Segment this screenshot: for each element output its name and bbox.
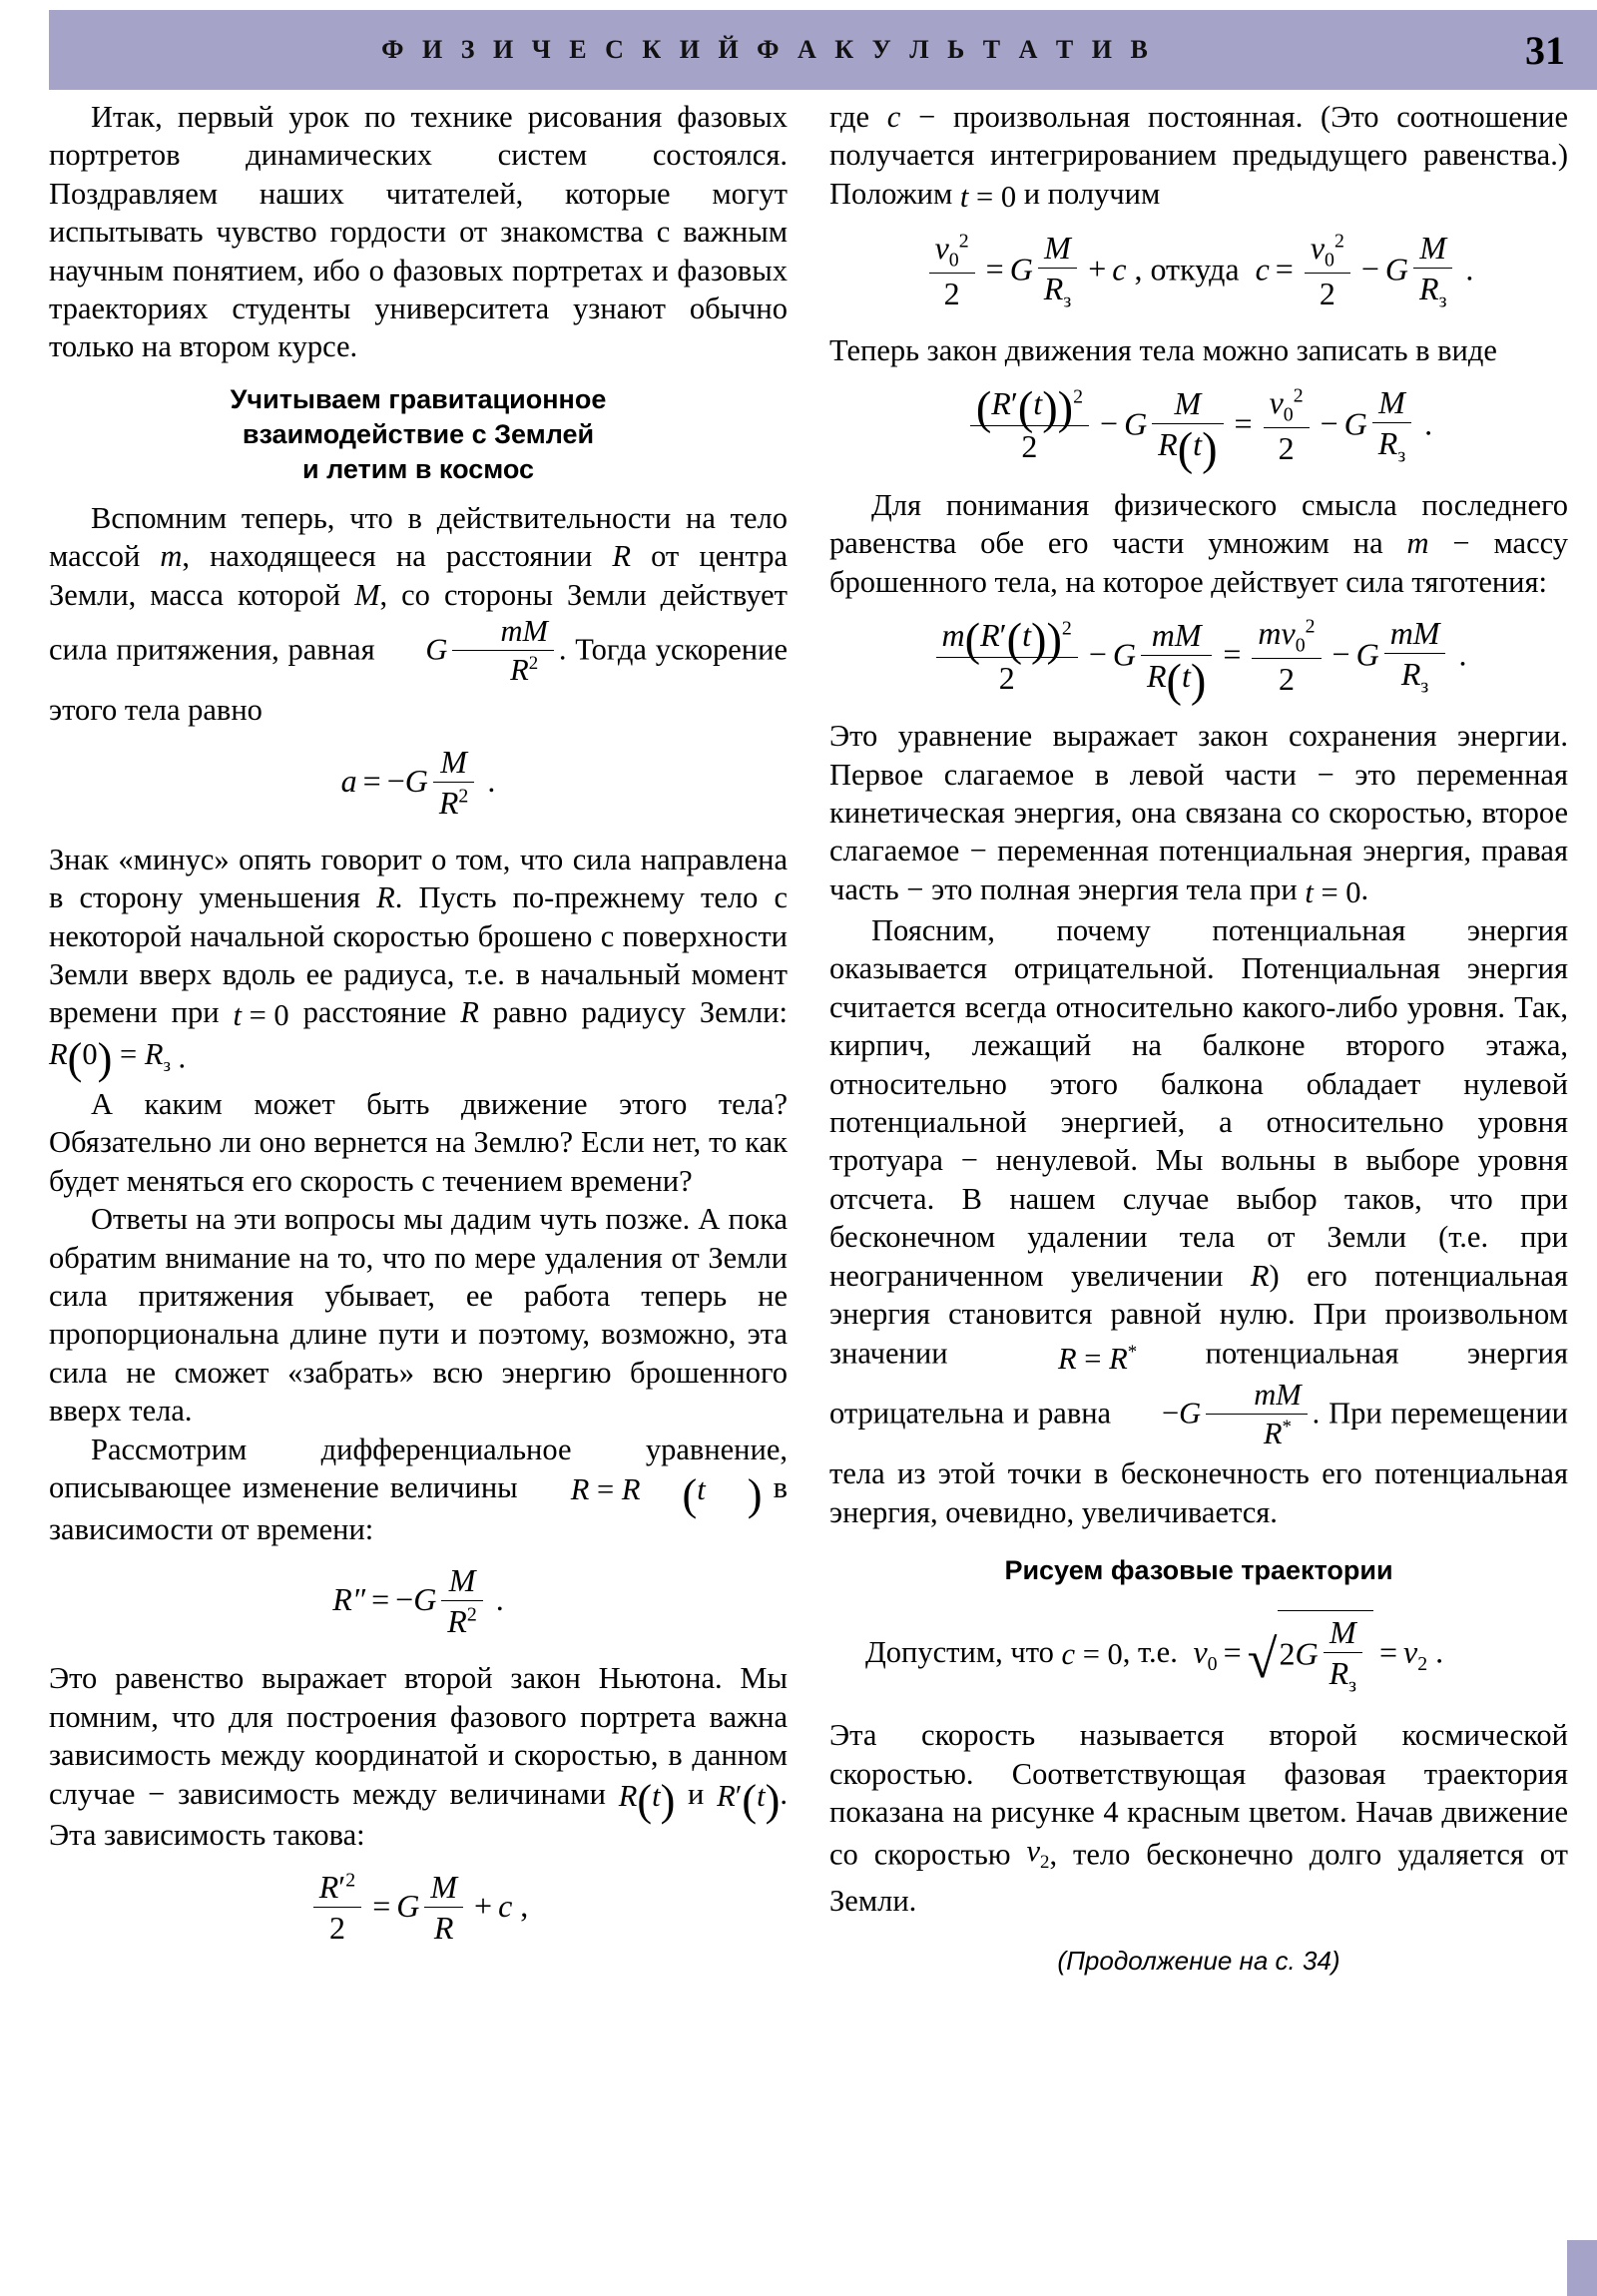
text-run: потенциальная энергия отрицательна и равна — [829, 1335, 1569, 1431]
paragraph-intro: Итак, первый урок по технике рисования фазовых портретов динамических систем состоялся. Поздравляем наших читателей, которые могут испытывать чувство гордости от знакомства с важным научным понятием, ибо о фазовых портретах и фазовых траекториях студенты университета узнают обычно только на втором курсе. — [49, 100, 788, 364]
text-run: . — [170, 1039, 187, 1074]
formula-energy-relation: $\frac{R'^2}{2}$ = G $\frac{M}{R}$ + c , — [49, 1869, 788, 1950]
page-header-bar — [49, 10, 1597, 90]
text-run: . Пусть по-прежнему тело с некоторой начальной скоростью брошено с поверхности Земли вверх вдоль ее радиуса, т.е. в начальный момент времени при — [49, 880, 788, 1030]
inline-formula-Rt: R(t) — [618, 1776, 676, 1826]
inline-formula-t0: t = 0 — [233, 998, 289, 1033]
page-title: Ф И З И Ч Е С К И Й Ф А К У Л Ь Т А Т И В — [381, 35, 1154, 64]
paragraph-minus-sign — [49, 841, 788, 1085]
inline-formula-R0: $R(0) = R_з$ — [49, 1033, 171, 1083]
var-c: c — [886, 100, 901, 134]
text-run: . При перемещении тела из этой точки в бесконечность его потенциальная энергия, очевидно, увеличивается. — [829, 1396, 1569, 1529]
text-run: . — [1360, 871, 1369, 906]
text-run: ) его потенциальная энергия становится равной нулю. При произвольном значении — [829, 1258, 1568, 1370]
left-column — [49, 98, 788, 1977]
text-run: равно радиусу Земли: — [478, 995, 788, 1030]
paragraph-conservation-explained — [829, 717, 1568, 911]
text-run: , тело бесконечно долго удаляется от Земли. — [829, 1836, 1568, 1919]
formula-second-derivative: R″ = −G $\frac{M}{R^2}$ . — [332, 1562, 504, 1640]
var-m: m — [1406, 526, 1429, 561]
heading-line-3: и летим в космос — [301, 453, 535, 484]
page-number: 31 — [1525, 27, 1565, 73]
paragraph-newton-law — [49, 1659, 788, 1854]
formula-second-cosmic-velocity: Допустим, что c = 0, т.е. $v_0 = √2G$ $\frac{M}{R_з}$ = $v_2$ . — [829, 1610, 1568, 1700]
right-column — [829, 98, 1568, 1977]
article-body — [49, 98, 1568, 1977]
section-heading-gravity — [49, 382, 788, 487]
text-run: − произвольная постоянная. (Это соотношение получается интегрированием предыдущего равенства.) Положим — [829, 100, 1568, 211]
paragraph-questions: А каким может быть движение этого тела? Обязательно ли оно вернется на Землю? Если нет, то как будет меняться его скорость с течением времени? — [49, 1087, 788, 1198]
paragraph-escape-velocity — [829, 1716, 1568, 1920]
text-run: , находящееся на расстоянии — [182, 539, 613, 574]
inline-formula-R-of-t: R = R (t ) — [570, 1469, 763, 1519]
text-run: от центра Земли, масса которой — [49, 539, 788, 612]
text-run: Знак «минус» опять говорит о том, что сила направлена в сторону уменьшения — [49, 842, 788, 915]
inline-formula-potential: −G $\frac{mM}{R^*}$ — [1120, 1378, 1313, 1454]
paragraph-diffeq — [49, 1431, 788, 1549]
text-run: . Эта зависимость такова: — [49, 1776, 788, 1853]
formula-motion-law: $\frac{(R'(t))^2}{2}$ − G $\frac{M}{R(t)}$ = $\frac{v_0^2}{2}$ − G $\frac{M}{R_з}$ . — [829, 384, 1568, 470]
inline-formula-t0: t = 0 — [959, 179, 1017, 214]
var-R: R — [376, 880, 395, 915]
formula-energy-conservation: $\frac{m(R'(t))^2}{2}$ − G $\frac{mM}{R(t)}$ = $\frac{mv_0^2}{2}$ − G $\frac{mM}{R_з}$ . — [829, 615, 1568, 701]
text-run: и получим — [1016, 176, 1161, 211]
var-R: R — [460, 995, 479, 1030]
var-M: M — [354, 577, 380, 612]
text-run: и — [675, 1776, 718, 1811]
text-run: Это уравнение выражает закон сохранения энергии. Первое слагаемое в левой части − это переменная кинетическая энергия, она связана со скоростью, второе слагаемое − переменная потенциальная энергия, правая часть − это полная энергия тела при — [829, 719, 1568, 906]
text-run: . Тогда ускорение этого тела равно — [49, 632, 788, 728]
var-R: R — [1250, 1258, 1270, 1293]
inline-formula-Rpt: R′(t) — [717, 1776, 781, 1826]
text-run: где — [829, 100, 887, 134]
text-run: Эта скорость называется второй космической скоростью. Соответствующая фазовая траектория показана на рисунке 4 красным цветом. Начав движение со скоростью — [829, 1718, 1568, 1871]
paragraph-multiply-mass — [829, 486, 1568, 601]
heading-line-2: взаимодействие с Землей — [242, 418, 595, 449]
paragraph-answers-later: Ответы на эти вопросы мы дадим чуть позже. А пока обратим внимание на то, что по мере удаления от Земли сила притяжения убывает, ее работа теперь не пропорциональна длине пути и поэтому, возможно, эта сила не сможет «забрать» всю энергию брошенного вверх тела. — [49, 1202, 788, 1429]
paragraph-constant-c — [829, 98, 1568, 216]
text-run: , со стороны Земли действует сила притяжения, равная — [49, 577, 788, 667]
formula-find-c: $\frac{v_0^2}{2}$ = G $\frac{M}{R_з}$ + c , откуда c = $\frac{v_0^2}{2}$ − G $\frac{M}{R_з}$ . — [829, 230, 1568, 315]
text-run: Поясним, почему потенциальная энергия оказывается отрицательной. Потенциальная энергия считается всегда относительно какого-либо уровня. Так, кирпич, лежащий на балконе второго этажа, относительно этого балкона обладает нулевой потенциальной энергией, а относительно уровня тротуара − ненулевой. Мы вольны в выборе уровня отсчета. В нашем случае выбор таков, что при бесконечном удалении тела от Земли (т.е. при неограниченном увеличении — [829, 913, 1568, 1293]
text-run: в зависимости от времени: — [49, 1470, 788, 1546]
text-run: − массу брошенного тела, на которое действует сила тяготения: — [829, 526, 1568, 599]
text-run: Это равенство выражает второй закон Ньютона. Мы помним, что для построения фазового портрета важна зависимость между координатой и скоростью, в данном случае − зависимость между величинами — [49, 1661, 788, 1811]
paragraph-motion-law: Теперь закон движения тела можно записать в виде — [829, 333, 1497, 368]
text-run: Вспомним теперь, что в действительности на тело массой — [49, 500, 788, 574]
inline-formula-v2: $v_2$ — [1026, 1833, 1050, 1873]
text-run: Допустим, что — [865, 1635, 1062, 1670]
paragraph-recall — [49, 499, 788, 730]
inline-formula-R-star: R = R* — [1058, 1341, 1138, 1376]
inline-formula-t0: t = 0 — [1305, 874, 1361, 909]
text-run: расстояние — [288, 995, 461, 1030]
section-heading-trajectories: Рисуем фазовые траектории — [1004, 1555, 1393, 1586]
paragraph-potential-energy — [829, 911, 1568, 1531]
formula-acceleration: a = −G $\frac{M}{R^2}$ . — [340, 743, 496, 821]
text-run: Рассмотрим дифференциальное уравнение, описывающее изменение величины — [49, 1432, 788, 1505]
heading-line-1: Учитываем гравитационное — [230, 383, 607, 414]
var-R: R — [612, 539, 631, 574]
var-m: m — [160, 539, 183, 574]
continuation-note: (Продолжение на с. 34) — [1057, 1946, 1340, 1977]
inline-formula-force: G $\frac{mM}{R^2}$ — [383, 614, 558, 691]
text-run: , т.е. — [1122, 1635, 1186, 1670]
page-corner-mark — [1567, 2240, 1597, 2296]
text-run: Для понимания физического смысла последнего равенства обе его части умножим на — [829, 487, 1568, 561]
